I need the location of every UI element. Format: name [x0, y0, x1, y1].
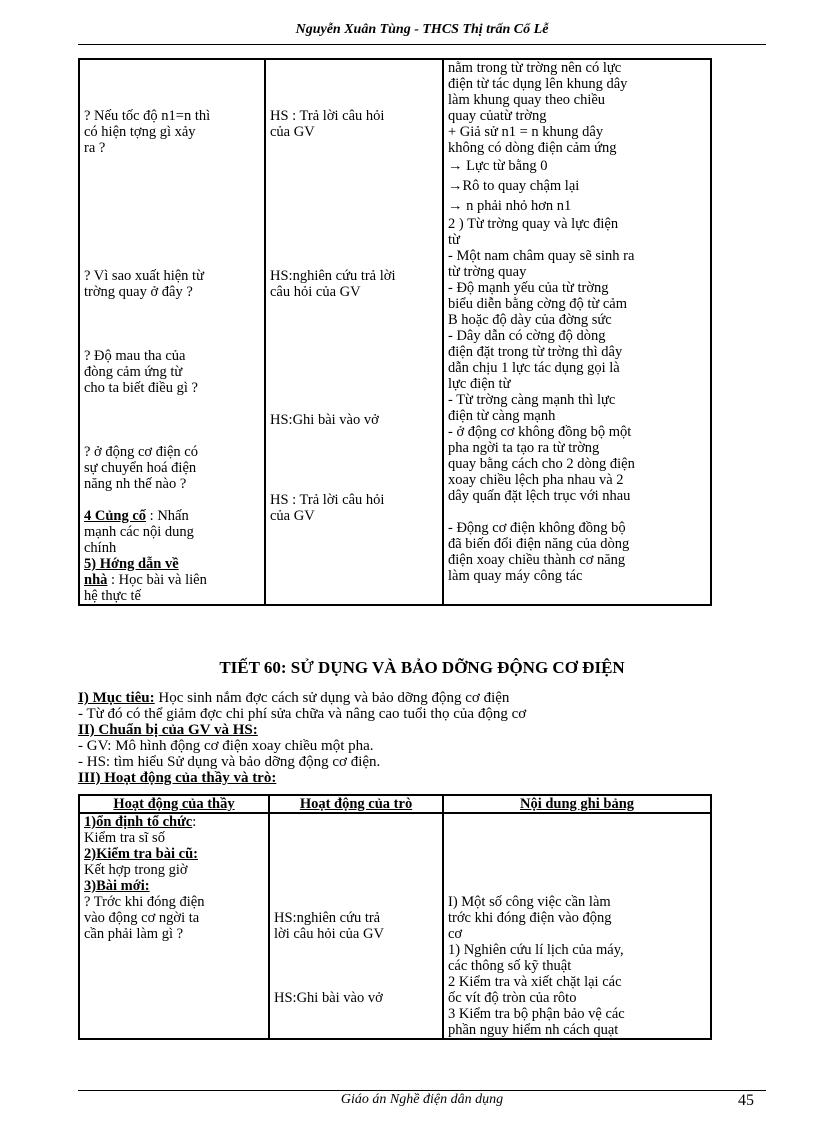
- question-line: sự chuyển hoá điện: [84, 460, 197, 476]
- board-line: 2 ) Từ trờng quay và lực điện: [448, 216, 619, 232]
- header-board-content: Nội dung ghi bảng: [443, 795, 711, 813]
- board-line: quay củatừ trờng: [448, 108, 547, 124]
- board-line: điện từ càng mạnh: [448, 408, 556, 424]
- board-line: trớc khi đóng điện vào động: [448, 910, 612, 926]
- board-line: biểu diễn bằng cờng độ từ cảm: [448, 296, 628, 312]
- header-rule: [78, 44, 766, 45]
- cung-co-text: : Nhấn: [146, 508, 189, 524]
- board-line: xoay chiều lệch pha nhau và 2: [448, 472, 624, 488]
- board-line: dẫn chịu 1 lực tác dụng gọi là: [448, 360, 620, 376]
- page-footer: Giáo án Nghề điện dân dụng: [340, 1092, 504, 1107]
- board-line: phần nguy hiểm nh cách quạt: [448, 1022, 619, 1038]
- on-dinh-colon: :: [192, 814, 197, 830]
- board-line: 3 Kiểm tra bộ phận bảo vệ các: [448, 1006, 625, 1022]
- objectives-line-2: - Từ đó có thể giảm đợc chi phí sửa chữa và nâng cao tuổi thọ của động cơ: [78, 706, 527, 722]
- student-line: HS:nghiên cứu trả: [274, 910, 381, 926]
- board-line: cơ: [448, 926, 463, 942]
- student-line: câu hỏi của GV: [270, 284, 361, 300]
- objectives-text: Học sinh nắm đợc cách sử dụng và bảo dỡng động cơ điện: [154, 690, 510, 706]
- question-line: cần phải làm gì ?: [84, 926, 184, 942]
- footer-rule: [78, 1090, 766, 1091]
- objectives-heading: I) Mục tiêu:: [78, 690, 155, 706]
- question-line: ? Trớc khi đóng điện: [84, 894, 205, 910]
- student-activity-column: [269, 813, 443, 1039]
- question-line: có hiện tợng gì xảy: [84, 124, 196, 140]
- board-line: 2 Kiểm tra và xiết chặt lại các: [448, 974, 622, 990]
- student-line: HS : Trả lời câu hỏi: [270, 108, 385, 124]
- huong-dan-heading-2: nhà: [84, 572, 108, 588]
- board-line: từ: [448, 232, 460, 248]
- student-line: HS:Ghi bài vào vở: [270, 412, 379, 428]
- student-line: của GV: [270, 124, 315, 140]
- board-line-arrow: →Rô to quay chậm lại: [448, 178, 580, 194]
- student-line: lời câu hỏi của GV: [274, 926, 384, 942]
- question-line: ra ?: [84, 140, 106, 156]
- board-line: - Độ mạnh yếu của từ trờng: [448, 280, 609, 296]
- preparation-teacher: - GV: Mô hình động cơ điện xoay chiều một pha.: [78, 738, 374, 754]
- teacher-activity-column: [79, 59, 265, 605]
- board-line: ốc vít độ tròn của rôto: [448, 990, 577, 1006]
- board-line: 1) Nghiên cứu lí lịch của máy,: [448, 942, 624, 958]
- student-line: HS:nghiên cứu trả lời: [270, 268, 396, 284]
- board-line: - Dây dẫn có cờng độ dòng: [448, 328, 606, 344]
- board-line: + Giả sử n1 = n khung dây: [448, 124, 604, 140]
- question-line: cho ta biết điều gì ?: [84, 380, 198, 396]
- question-line: vào động cơ ngời ta: [84, 910, 200, 926]
- lesson-table-continued: [78, 58, 712, 606]
- on-dinh-heading: 1)ổn định tổ chức: [84, 814, 193, 830]
- page-header: Nguyễn Xuân Tùng - THCS Thị trấn Cổ Lễ: [295, 22, 549, 37]
- cung-co-heading: 4 Củng cố: [84, 508, 147, 524]
- preparation-heading: II) Chuẩn bị của GV và HS:: [78, 722, 258, 738]
- board-content-column: [443, 59, 711, 605]
- question-line: ? Vì sao xuất hiện từ: [84, 268, 204, 284]
- bai-moi-heading: 3)Bài mới:: [84, 878, 150, 894]
- teacher-activity-column: [79, 813, 269, 1039]
- board-line: làm khung quay theo chiều: [448, 92, 606, 108]
- board-line: lực điện từ: [448, 376, 511, 392]
- board-line: điện xoay chiều thành cơ năng: [448, 552, 626, 568]
- cung-co-line: mạnh các nội dung: [84, 524, 194, 540]
- board-line: - Một nam châm quay sẽ sinh ra: [448, 248, 635, 264]
- board-line: B hoặc độ dày của đờng sức: [448, 312, 612, 328]
- huong-dan-heading: 5) Hớng dẫn về: [84, 556, 179, 572]
- board-line: dây quấn đặt lệch trục với nhau: [448, 488, 631, 504]
- lesson-sections: [78, 690, 778, 786]
- board-line-arrow: → n phải nhỏ hơn n1: [448, 198, 572, 214]
- question-line: ? Độ mau tha của: [84, 348, 186, 364]
- question-line: năng nh thế nào ?: [84, 476, 187, 492]
- board-line: - Từ trờng càng mạnh thì lực: [448, 392, 616, 408]
- activities-table: [78, 794, 712, 1040]
- board-line: - Động cơ điện không đồng bộ: [448, 520, 626, 536]
- header-teacher-activity: Hoạt động của thầy: [79, 795, 269, 813]
- activities-heading: III) Hoạt động của thầy và trò:: [78, 770, 277, 786]
- combined-in-class: Kết hợp trong giờ: [84, 862, 188, 878]
- question-line: ? ở động cơ điện có: [84, 444, 198, 460]
- question-line: trờng quay ở đây ?: [84, 284, 193, 300]
- header-student-activity: Hoạt động của trò: [269, 795, 443, 813]
- student-activity-column: [265, 59, 443, 605]
- question-line: ? Nếu tốc độ n1=n thì: [84, 108, 211, 124]
- student-line: HS : Trả lời câu hỏi: [270, 492, 385, 508]
- board-line: I) Một số công việc cần làm: [448, 894, 611, 910]
- student-line: HS:Ghi bài vào vở: [274, 990, 383, 1006]
- preparation-student: - HS: tìm hiểu Sử dụng và bảo dỡng động cơ điện.: [78, 754, 381, 770]
- board-line: pha ngời ta tạo ra từ trờng: [448, 440, 600, 456]
- board-line-arrow: → Lực từ bằng 0: [448, 158, 548, 174]
- page-number: 45: [738, 1092, 754, 1109]
- huong-dan-text: : Học bài và liên: [107, 572, 207, 588]
- board-line: điện đặt trong từ trờng thì dây: [448, 344, 623, 360]
- board-line: điện từ tác dụng lên khung dây: [448, 76, 628, 92]
- lesson-title: TIẾT 60: SỬ DỤNG VÀ BẢO DỠNG ĐỘNG CƠ ĐIỆN: [219, 658, 625, 677]
- board-line: quay bằng cách cho 2 dòng điện: [448, 456, 635, 472]
- kiem-tra-heading: 2)Kiểm tra bài cũ:: [84, 846, 198, 862]
- board-content-column: [443, 813, 711, 1039]
- board-line: từ trờng quay: [448, 264, 527, 280]
- board-line: các thông số kỹ thuật: [448, 958, 572, 974]
- board-line: đã biến đổi điện năng của dòng: [448, 536, 630, 552]
- student-line: của GV: [270, 508, 315, 524]
- board-line: làm quay máy công tác: [448, 568, 583, 584]
- board-line: - ở động cơ không đồng bộ một: [448, 424, 632, 440]
- board-line: không có dòng điện cảm ứng: [448, 140, 617, 156]
- question-line: đòng cảm ứng từ: [84, 364, 183, 380]
- huong-dan-last: hệ thực tế: [84, 588, 141, 604]
- check-attendance: Kiểm tra sĩ số: [84, 830, 165, 846]
- board-line: nằm trong từ trờng nên có lực: [448, 60, 622, 76]
- cung-co-line: chính: [84, 540, 117, 556]
